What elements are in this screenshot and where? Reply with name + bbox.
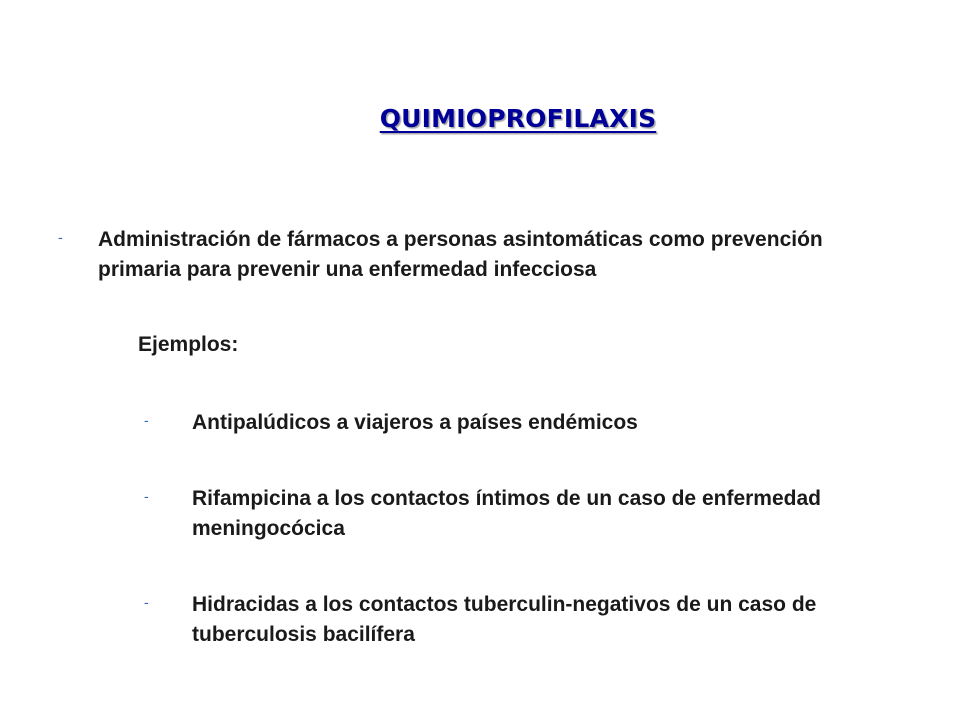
example-text: Rifampicina a los contactos íntimos de un caso de enfermedad meningocócica [192, 487, 821, 540]
definition-bullet [58, 225, 918, 285]
example-text: Hidracidas a los contactos tuberculin-negativos de un caso de tuberculosis bacilífera [192, 593, 817, 646]
slide-title: QUIMIOPROFILAXIS [379, 104, 657, 133]
examples-heading: Ejemplos: [138, 333, 239, 356]
bullet-dash: - [58, 229, 63, 245]
bullet-dash: - [144, 594, 149, 610]
example-item [144, 408, 924, 438]
definition-text: Administración de fármacos a personas asintomáticas como prevención primaria para prevenir una enfermedad infecciosa [98, 228, 823, 281]
example-item [144, 590, 924, 650]
example-item [144, 484, 924, 544]
bullet-dash: - [144, 412, 149, 428]
example-text: Antipalúdicos a viajeros a países endémicos [192, 411, 638, 434]
bullet-dash: - [144, 488, 149, 504]
